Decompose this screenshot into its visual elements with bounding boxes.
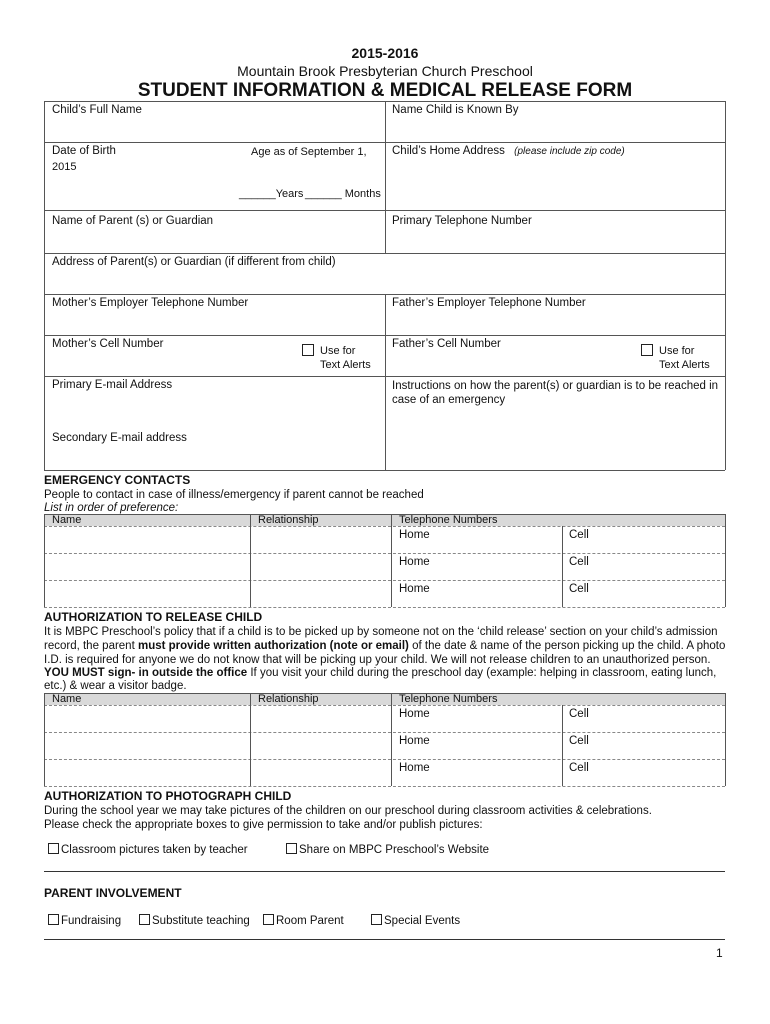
grid-line [391,514,392,607]
grid-line [44,514,725,515]
emergency-heading: EMERGENCY CONTACTS [44,473,191,487]
fundraising-checkbox[interactable] [48,914,59,925]
release-p2c: of the date & name of the person picking up the child. A photo [408,640,726,652]
father-employer-phone-field[interactable]: Father’s Employer Telephone Number [392,297,586,309]
classroom-pictures-label: Classroom pictures taken by teacher [61,844,248,856]
emergency-col-relationship: Relationship [258,514,319,526]
emergency-row1-cell[interactable]: Cell [569,529,589,541]
substitute-teaching-checkbox[interactable] [139,914,150,925]
grid-line [44,101,45,470]
release-p2b: must provide written authorization (note or email) [137,640,409,652]
involvement-option-special-events[interactable] [371,914,460,927]
grid-line [44,693,725,694]
grid-line [725,693,726,786]
page-number: 1 [716,946,723,960]
date-of-birth-field[interactable]: Date of Birth [52,145,116,157]
grid-line [44,732,725,733]
parent-address-field[interactable]: Address of Parent(s) or Guardian (if different from child) [52,256,336,268]
release-p3: I.D. is required for anyone we do not know that will be picking up your child. We will not release children to an unauthorized person. [44,654,711,666]
grid-line [725,514,726,607]
grid-line [44,526,725,527]
release-p4 [44,666,734,680]
father-use-for: Use for [659,345,695,357]
release-heading: AUTHORIZATION TO RELEASE CHILD [44,610,263,624]
parent-name-field[interactable]: Name of Parent (s) or Guardian [52,215,214,227]
grid-line [44,514,45,607]
photo-p2: Please check the appropriate boxes to give permission to take and/or publish pictures: [44,819,483,831]
zip-note: (please include zip code) [514,146,625,157]
release-p1: It is MBPC Preschool’s policy that if a child is to be picked up by someone not on the ‘child release’ section on your child’s admission [44,626,718,638]
website-share-checkbox[interactable] [286,843,297,854]
release-col-phone: Telephone Numbers [399,693,498,705]
release-table-header-bg [44,693,725,705]
emergency-row1-home[interactable]: Home [399,529,430,541]
emergency-instructions-field[interactable]: Instructions on how the parent(s) or guardian is to be reached in case of an emergency [392,380,719,406]
grid-line [385,294,386,470]
release-col-relationship: Relationship [258,693,319,705]
mother-text-alerts: Text Alerts [320,359,371,371]
release-row3-home[interactable]: Home [399,762,430,774]
grid-line [44,253,725,254]
release-p5: etc.) & wear a visitor badge. [44,680,187,692]
father-text-alerts: Text Alerts [659,359,710,371]
organization-name: Mountain Brook Presbyterian Church Preschool [237,63,533,79]
child-full-name-field[interactable]: Child’s Full Name [52,104,142,116]
release-p2a: record, the parent [44,640,138,652]
emergency-table-header-bg [44,514,725,526]
emergency-col-phone: Telephone Numbers [399,514,498,526]
involvement-option-substitute[interactable] [139,914,250,927]
release-p4a: YOU MUST sign- in outside the office [44,667,248,679]
grid-line [250,514,251,607]
involvement-option-fundraising[interactable] [48,914,121,927]
grid-line [391,693,392,786]
release-row2-home[interactable]: Home [399,735,430,747]
form-year: 2015-2016 [351,45,419,61]
mother-cell-field[interactable]: Mother’s Cell Number [52,338,164,350]
release-p4b: If you visit your child during the preschool day (example: helping in classroom, eating lunch, [247,667,717,679]
room-parent-label: Room Parent [276,915,344,927]
substitute-teaching-label: Substitute teaching [152,915,250,927]
emergency-row3-cell[interactable]: Cell [569,583,589,595]
emergency-row2-cell[interactable]: Cell [569,556,589,568]
release-row2-cell[interactable]: Cell [569,735,589,747]
photo-option-classroom[interactable] [48,843,248,856]
release-col-name: Name [52,693,82,705]
grid-line [385,101,386,253]
website-share-label: Share on MBPC Preschool’s Website [299,844,490,856]
known-by-field[interactable]: Name Child is Known By [392,104,519,116]
mother-use-for: Use for [320,345,356,357]
age-label: Age as of September 1, [251,146,367,158]
father-text-alerts-checkbox[interactable] [641,344,653,356]
emergency-row3-home[interactable]: Home [399,583,430,595]
emergency-row2-home[interactable]: Home [399,556,430,568]
emergency-line1: People to contact in case of illness/emergency if parent cannot be reached [44,489,424,501]
years-field[interactable]: ______Years [239,188,304,200]
months-field[interactable]: ______ Months [305,188,381,200]
primary-phone-field[interactable]: Primary Telephone Number [392,215,532,227]
grid-line [44,553,725,554]
mother-employer-phone-field[interactable]: Mother’s Employer Telephone Number [52,297,249,309]
release-row1-cell[interactable]: Cell [569,708,589,720]
special-events-label: Special Events [384,915,461,927]
fundraising-label: Fundraising [61,915,122,927]
grid-line [562,526,563,607]
release-row3-cell[interactable]: Cell [569,762,589,774]
release-p2 [44,639,734,653]
grid-line [725,101,726,470]
photo-heading: AUTHORIZATION TO PHOTOGRAPH CHILD [44,789,292,803]
emergency-col-name: Name [52,514,82,526]
grid-line [44,470,725,471]
father-cell-field[interactable]: Father’s Cell Number [392,338,501,350]
photo-option-website[interactable] [286,843,489,856]
release-row1-home[interactable]: Home [399,708,430,720]
grid-line [44,786,725,787]
special-events-checkbox[interactable] [371,914,382,925]
grid-line [44,607,725,608]
room-parent-checkbox[interactable] [263,914,274,925]
involvement-heading: PARENT INVOLVEMENT [44,886,182,900]
section-divider [44,939,725,940]
grid-line [44,705,725,706]
grid-line [562,705,563,786]
grid-line [44,693,45,786]
form-title: STUDENT INFORMATION & MEDICAL RELEASE FORM [137,80,633,101]
mother-text-alerts-checkbox[interactable] [302,344,314,356]
grid-line [44,759,725,760]
involvement-option-room-parent[interactable] [263,914,344,927]
grid-line [44,580,725,581]
primary-email-field[interactable]: Primary E-mail Address [52,379,173,391]
secondary-email-field[interactable]: Secondary E-mail address [52,432,187,444]
photo-p1: During the school year we may take pictures of the children on our preschool during classroom activities & celebrations. [44,805,652,817]
home-address-field[interactable] [392,145,625,157]
grid-line [250,693,251,786]
home-address-label: Child’s Home Address [392,145,505,157]
section-divider [44,871,725,872]
age-year: 2015 [52,161,77,173]
emergency-line2: List in order of preference: [44,502,179,514]
classroom-pictures-checkbox[interactable] [48,843,59,854]
